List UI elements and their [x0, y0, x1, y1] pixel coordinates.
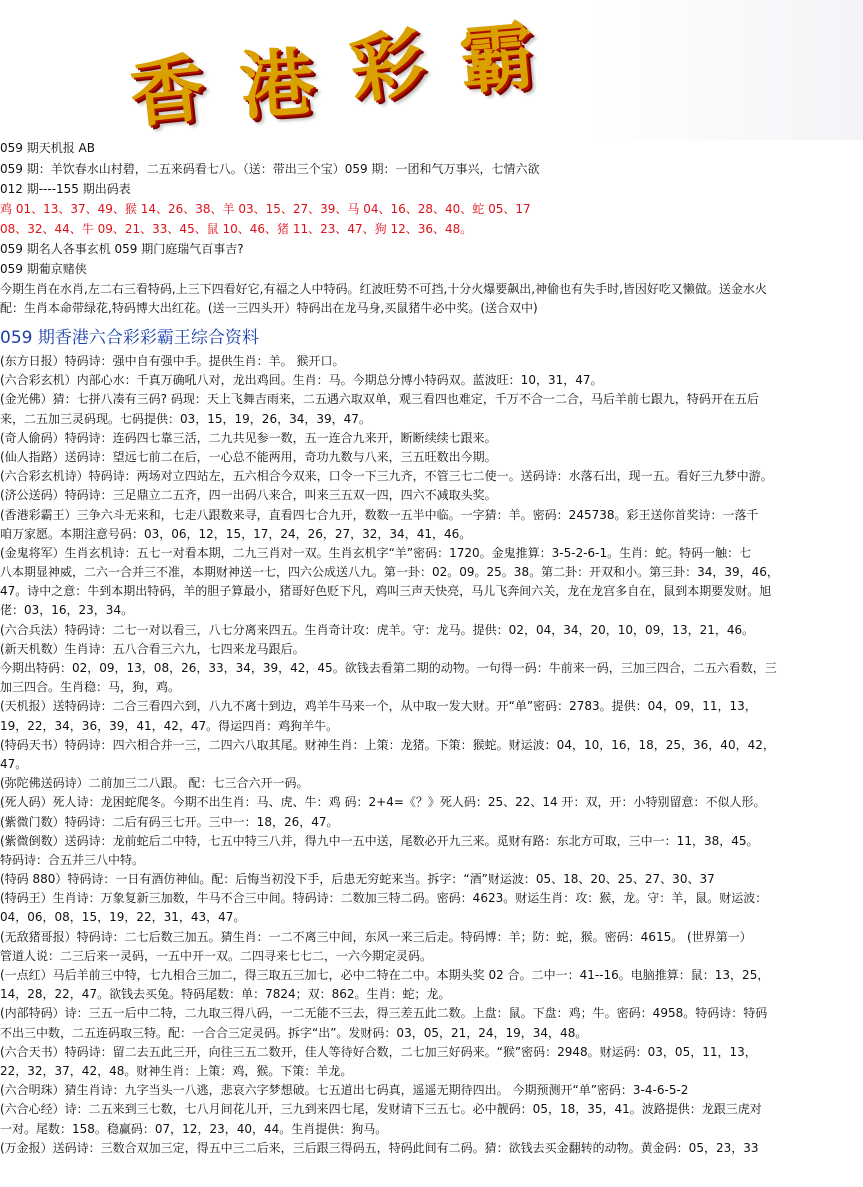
body-line: 咱万家愿。本期注意号码：03，06，12，15，17，24，26，27，32，34，41，46。 — [0, 526, 472, 541]
body-line: (万金报）送码诗：三数合双加三定，得五中三二后来，三后跟三得码五，特码此间有二码。猜：欲钱去买金翻转的动物。黄金码：05，23，33 — [0, 1140, 759, 1155]
section-title: 059 期香港六合彩彩霸王综合资料 — [0, 328, 259, 348]
body-line: (金光佛）猜：七拼八凑有三码? 码现：天上飞舞吉雨来，二五遇六取双单，观三看四也难定，千万不合一二合，马后羊前七跟九，特码开在五后 — [0, 392, 759, 407]
body-line: (天机报）送特码诗：二合三看四六到，八九不离十到边，鸡羊牛马来一个，从中取一发大财。开“单”密码：2783。提供：04，09，11，13， — [0, 699, 757, 714]
body-line: (六合心经）诗：二五来到三七数，七八月间花儿开，三九到来四七尾，发财请下三五七。必中靓码：05，18，35，41。波路提供：龙跟三虎对 — [0, 1102, 762, 1117]
header-line: 鸡 01、13、37、49、猴 14、26、38、羊 03、15、27、39、马 04、16、28、40、蛇 05、17 — [0, 202, 531, 216]
header-line: 059 期天机报 AB — [0, 141, 95, 155]
body-line: 19，22，34，36，39，41，42，47。得运四肖：鸡狗羊牛。 — [0, 718, 339, 733]
body-line: (六合彩玄机）内部心水：千真万确吼八对，龙出鸡回。生肖：马。今期总分博小特码双。蓝波旺：10，31，47。 — [0, 373, 603, 388]
logo-char: 彩 — [344, 19, 430, 115]
body-line: (新天机数）生肖诗：五八合看三六九，七四来龙马跟后。 — [0, 641, 305, 656]
body-line: (香港彩霸王）三争六斗无来和，七走八跟数来寻，直看四七合九开，数数一五半中临。一字猜：羊。密码：245738。彩王送你首奖诗：一落千 — [0, 507, 759, 522]
body-line: (死人码）死人诗：龙困蛇爬冬。今期不出生肖：马、虎、牛：鸡 码：2+4=《？》死人码：25、22、14 开：双，开：小特别留意：不似人形。 — [0, 795, 766, 810]
logo-char: 霸 — [456, 12, 538, 106]
body-line: (六合明珠）猜生肖诗：九字当头一八逃，悲哀六字梦想破。七五道出七码真，遥遥无期待四出。 今期预测开“单”密码：3-4-6-5-2 — [0, 1083, 689, 1098]
body-line: 来，二五加三灵码现。七码提供：03，15，19，26，34，39，47。 — [0, 411, 371, 426]
body-line: 22，32，37，42，48。财神生肖：上策：鸡，猴。下策：羊龙。 — [0, 1063, 353, 1078]
body-line: 47。 — [0, 756, 28, 771]
body-line: (仙人指路）送码诗：望远七前二在后，一心总不能两用，奇功九数与八来，三五旺数出今期。 — [0, 449, 497, 464]
logo-char: 港 — [237, 39, 317, 131]
body-line: (特码王）生肖诗：万象复新三加数，牛马不合三中间。特码诗：二数加三特二码。密码：4623。财运生肖：攻：猴，龙。守：羊，鼠。财运波： — [0, 891, 768, 906]
body-line: 今期出特码：02，09，13，08，26，33，34，39，42，45。欲钱去看第二期的动物。一句得一码：牛前来一码，三加三四合，二五六看数，三 — [0, 661, 777, 675]
body-line: (紫微倒数）送码诗：龙前蛇后二中特，七五中特三八并，得九中一五中送，尾数必开九三来。觅财有路：东北方可取，三中一：11，38，45。 — [0, 833, 759, 848]
header-line: 012 期----155 期出码表 — [0, 182, 131, 196]
header-line: 08、32、44、牛 09、21、33、45、鼠 10、46、猪 11、23、47、狗 12、36、48。 — [0, 222, 473, 236]
body-text — [0, 352, 863, 1158]
body-line: (内部特码）诗：三五一后中二特，二九取三得八码，一二无能不三去，得三差五此二数。上盘：鼠。下盘：鸡；牛。密码：4958。特码诗：特码 — [0, 1006, 768, 1021]
body-line: (特码 880）特码诗：一日有酒仿神仙。配：后悔当初没下手，后患无穷蛇来当。拆字：“酒”财运波：05、18、20、25、27、30、37 — [0, 872, 715, 887]
header-line: 059 期葡京赌侠 — [0, 262, 87, 276]
body-line: 不出三中数，二五连码取三特。配：一合合三定灵码。拆字“出”。发财码：03，05，21，24，19，34，48。 — [0, 1025, 588, 1040]
body-line: 加三四合。生肖稳：马，狗，鸡。 — [0, 680, 181, 695]
body-line: (无敌猪哥报）特码诗：二七后数三加五。猜生肖：一二不离三中间，东风一来三后走。特码博：羊；防：蛇，猴。密码：4615。 (世界第一） — [0, 929, 752, 944]
logo-char: 香 — [125, 45, 209, 139]
body-line: (奇人偷码）特码诗：连码四七靠三活，二九共见参一数，五一连合九来开，断断续续七跟来。 — [0, 430, 497, 445]
body-line: (一点红）马后羊前三中特，七九相合三加二，得三取五三加七，必中二特在二中。本期头奖 02 合。二中一：41--16。电脑推算：鼠：13，25， — [0, 968, 770, 982]
body-line: 一对。尾数：158。稳赢码：07，12，23，40，44。生肖提供：狗马。 — [0, 1121, 388, 1136]
body-line: (弥陀佛送码诗）二前加三二八跟。 配：七三合六开一码。 — [0, 776, 309, 791]
body-line: 04，06，08，15，19，22，31，43，47。 — [0, 910, 246, 925]
body-line: (紫微门数）特码诗：二后有码三七开。三中一：18，26，47。 — [0, 814, 339, 829]
body-line: (东方日报）特码诗：强中自有强中手。提供生肖：羊。 猴开口。 — [0, 354, 345, 368]
header-line: 今期生肖在水肖,左二右三看特码,上三下四看好它,有福之人中特码。红波旺势不可挡,十分火爆要飙出,神偷也有失手时,皆因好吃又懒做。送金水火 — [0, 282, 767, 296]
header-line: 059 期：羊饮春水山村碧，二五来码看七八。（送：带出三个宝）059 期：一团和气万事兴，七情六欲 — [0, 162, 540, 176]
logo-xianggang-caiba — [120, 10, 580, 140]
body-line: 特码诗：合五并三八中特。 — [0, 852, 145, 867]
body-line: 佬：03，16，23，34。 — [0, 603, 134, 618]
body-line: (特码天书）特码诗：四六相合并一三，二四六八取其尾。财神生肖：上策：龙猪。下策：猴蛇。财运波：04，10，16，18，25，36，40，42， — [0, 737, 775, 752]
body-line: 47。诗中之意：牛到本期出特码，羊的胆子算最小，猪哥好色贬下凡，鸡叫三声天快亮，马儿飞奔间六关，龙在龙宫多自在，鼠到本期要发财。旭 — [0, 584, 772, 599]
body-line: (六合彩玄机诗）特码诗：两场对立四站左，五六相合今双来，口令一下三九齐，不管三七二使一。送码诗：水落石出，现一五。看好三九梦中游。 — [0, 469, 773, 484]
body-line: 八本期显神威，二六一合并三不准，本期财神送一七，四六公成送八九。第一卦：02。09。25。38。第二卦：开双和小。第三卦：34，39，46， — [0, 565, 779, 580]
body-line: (金鬼将军）生肖玄机诗：五七一对看本期，二九三肖对一双。生肖玄机字“羊”密码：1720。金鬼推算：3-5-2-6-1。生肖：蛇。特码一触：七 — [0, 545, 752, 560]
header-line: 059 期名人各事玄机 059 期门庭瑞气百事吉? — [0, 242, 244, 256]
body-line: (六合天书）特码诗：留二去五此三开，向往三五二数开，佳人等待好合数，二七加三好码来。“猴”密码：2948。财运码：03，05，11，13， — [0, 1044, 757, 1059]
body-line: 管道人说：二三后来一灵码，一五中开一双。二四寻来七七二，一六今期定灵码。 — [0, 948, 433, 963]
body-line: (六合兵法）特码诗：二七一对以看三，八七分离来四五。生肖奇计攻：虎羊。守：龙马。提供：02，04，34，20，10，09，13，21，46。 — [0, 622, 755, 637]
banner — [0, 0, 863, 140]
banner-background — [590, 0, 863, 140]
body-line: 14，28，22，47。欲钱去买兔。特码尾数：单：7824；双：862。生肖：蛇；龙。 — [0, 987, 451, 1002]
body-line: (济公送码）特码诗：三足鼎立二五齐，四一出码八来合，叫来三五双一四，四六不减取头奖。 — [0, 488, 497, 503]
header-line: 配：生肖本命带绿花,特码博大出红花。(送一三四头开）特码出在龙马身,买鼠猪牛必中奖。(送合双中) — [0, 301, 538, 315]
